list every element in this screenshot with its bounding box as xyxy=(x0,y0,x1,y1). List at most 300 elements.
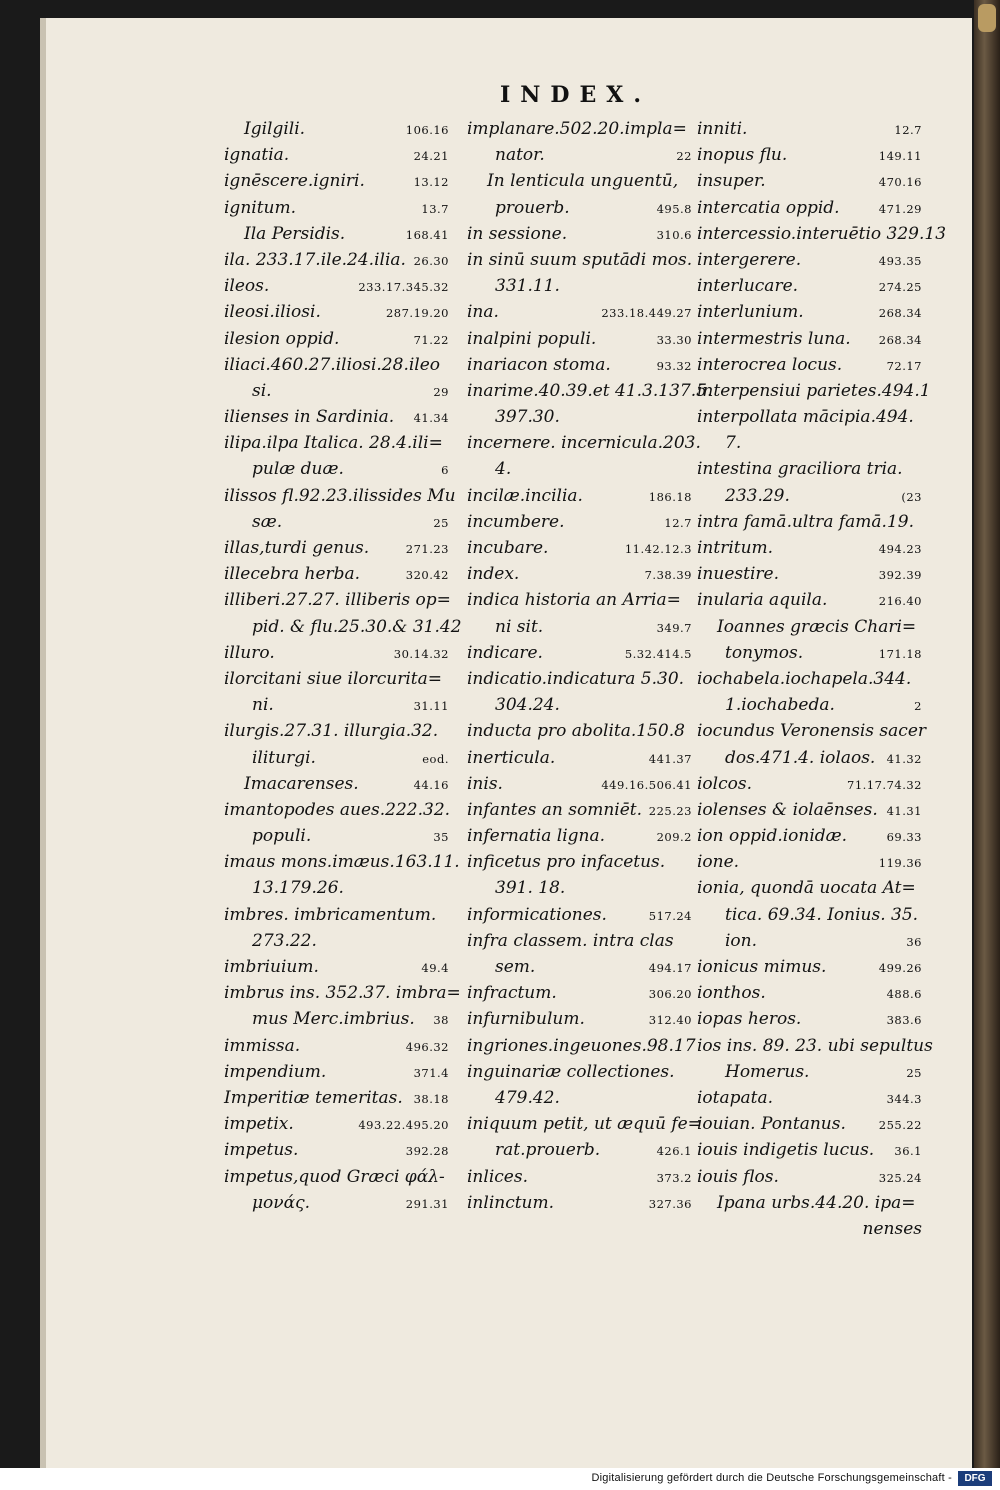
index-entry xyxy=(224,902,449,928)
index-entry xyxy=(224,404,449,430)
entry-term: iochabela.iochapela.344. xyxy=(697,668,912,689)
index-entry xyxy=(697,849,922,875)
index-entry xyxy=(697,1059,922,1085)
entry-term: iouis flos. xyxy=(697,1166,779,1187)
entry-reference: 209.2 xyxy=(656,830,692,845)
index-entry xyxy=(224,378,449,404)
entry-reference: 186.18 xyxy=(648,489,692,504)
entry-reference: 119.36 xyxy=(878,856,922,871)
index-entry xyxy=(224,1164,449,1190)
index-entry xyxy=(467,116,692,142)
entry-reference: 499.26 xyxy=(878,961,922,975)
entry-term: 233.29. xyxy=(725,485,790,506)
index-entry xyxy=(697,718,927,744)
index-entry xyxy=(467,299,692,325)
entry-reference: 149.11 xyxy=(878,149,922,164)
digitization-footer xyxy=(0,1468,1000,1490)
index-entry xyxy=(467,666,692,692)
index-entry xyxy=(224,1137,449,1163)
entry-term: iolenses & iolaēnses. xyxy=(697,799,878,820)
index-entry xyxy=(467,430,701,456)
entry-reference: 36 xyxy=(906,934,922,949)
index-entry xyxy=(467,195,692,221)
index-entry xyxy=(697,954,922,980)
index-entry xyxy=(697,326,922,352)
entry-term: ilurgis.27.31. illurgia.32. xyxy=(224,721,439,742)
entry-term: inarime.40.39.et 41.3.137.5. xyxy=(467,380,713,401)
entry-term: intermestris luna. xyxy=(697,328,851,349)
entry-term: inis. xyxy=(467,773,503,794)
entry-reference: 373.2 xyxy=(656,1170,692,1185)
entry-term: interlucare. xyxy=(697,276,799,297)
entry-term: ignēscere.igniri. xyxy=(224,171,365,192)
index-entry xyxy=(467,954,692,980)
entry-term: inalpini populi. xyxy=(467,328,597,349)
entry-term: ilienses in Sardinia. xyxy=(224,407,395,428)
index-entry xyxy=(224,1006,449,1032)
index-entry xyxy=(224,1190,449,1216)
index-entry xyxy=(467,823,692,849)
entry-term: inlices. xyxy=(467,1166,528,1187)
entry-term: ignitum. xyxy=(224,197,297,218)
entry-term: ion oppid.ionidæ. xyxy=(697,826,848,847)
index-entry xyxy=(224,875,449,901)
entry-term: illuro. xyxy=(224,642,275,663)
scan-left-margin xyxy=(0,0,40,1490)
entry-reference: 306.20 xyxy=(648,987,692,1002)
entry-reference: eod. xyxy=(422,751,449,766)
index-entry xyxy=(467,378,713,404)
entry-term: mus Merc.imbrius. xyxy=(252,1009,415,1030)
index-entry xyxy=(697,404,922,430)
entry-term: 273.22. xyxy=(252,930,317,951)
entry-term: illas,turdi genus. xyxy=(224,538,370,558)
index-entry xyxy=(224,797,449,823)
entry-term: infernatia ligna. xyxy=(467,826,606,847)
entry-reference: 287.19.20 xyxy=(385,306,449,321)
index-entry xyxy=(467,483,692,509)
index-entry xyxy=(467,902,692,928)
entry-term: iniquum petit, ut æquū fe= xyxy=(467,1114,702,1135)
index-entry xyxy=(224,640,449,666)
index-entry xyxy=(467,1033,696,1059)
index-entry xyxy=(697,797,922,823)
entry-reference: 6 xyxy=(441,463,449,478)
entry-term: impendium. xyxy=(224,1061,327,1082)
entry-term: inducta pro abolita.150.8 xyxy=(467,721,685,742)
entry-term: Igilgili. xyxy=(244,119,306,139)
index-entry xyxy=(224,535,449,561)
index-entry xyxy=(224,849,460,875)
entry-reference: 327.36 xyxy=(648,1196,692,1211)
entry-term: incernere. incernicula.203. xyxy=(467,433,701,454)
index-entry xyxy=(697,1164,922,1190)
entry-term: 397.30. xyxy=(495,407,560,428)
index-entry xyxy=(224,352,449,378)
footer-credit: Digitalisierung gefördert durch die Deutsche Forschungsgemeinschaft - xyxy=(591,1472,952,1484)
entry-term: inguinariæ collectiones. xyxy=(467,1061,675,1082)
index-entry xyxy=(467,221,692,247)
entry-reference: 310.6 xyxy=(656,227,692,242)
entry-term: pulæ duæ. xyxy=(252,459,344,480)
index-entry xyxy=(224,326,449,352)
entry-term: impetus. xyxy=(224,1140,299,1161)
index-entry xyxy=(224,1085,449,1111)
entry-term: inularia aquila. xyxy=(697,590,828,611)
index-entry xyxy=(697,299,922,325)
entry-reference: 49.4 xyxy=(421,961,449,975)
index-entry xyxy=(697,378,931,404)
entry-term: sæ. xyxy=(252,511,283,532)
index-entry xyxy=(224,561,449,587)
entry-term: interlunium. xyxy=(697,302,804,323)
entry-term: infantes an somniēt. xyxy=(467,799,643,820)
entry-term: infra classem. intra clas xyxy=(467,930,674,951)
index-entry xyxy=(224,221,449,247)
entry-reference: 268.34 xyxy=(878,332,922,347)
entry-reference: 517.24 xyxy=(648,908,692,923)
entry-reference: 392.39 xyxy=(878,568,922,583)
index-entry xyxy=(467,928,692,954)
entry-term: ionia, quondā uocata At= xyxy=(697,878,916,899)
entry-term: imbrus ins. 352.37. imbra= xyxy=(224,983,461,1004)
entry-term: interpensiui parietes.494.1 xyxy=(697,380,931,401)
entry-term: pid. & flu.25.30.& 31.42 xyxy=(252,616,462,637)
entry-term: immissa. xyxy=(224,1035,301,1056)
entry-term: infurnibulum. xyxy=(467,1009,585,1030)
entry-term: ila. 233.17.ile.24.ilia. xyxy=(224,249,406,270)
index-entry xyxy=(467,561,692,587)
entry-reference: 71.17.74.32 xyxy=(847,777,922,792)
index-entry xyxy=(697,1137,922,1163)
entry-term: intergerere. xyxy=(697,249,802,270)
entry-reference: 449.16.506.41 xyxy=(601,777,692,792)
index-entry xyxy=(467,640,692,666)
entry-reference: 41.32 xyxy=(886,751,922,766)
entry-term: illecebra herba. xyxy=(224,564,361,585)
entry-reference: 233.17.345.32 xyxy=(358,280,449,295)
entry-term: Ipana urbs.44.20. ipa= xyxy=(717,1192,916,1213)
entry-term: Imacarenses. xyxy=(244,773,359,794)
entry-term: implanare.502.20.impla= xyxy=(467,119,687,139)
entry-term: rat.prouerb. xyxy=(495,1140,601,1161)
entry-reference: 494.23 xyxy=(878,542,922,556)
index-entry xyxy=(467,326,692,352)
entry-term: ios ins. 89. 23. ubi sepultus xyxy=(697,1035,933,1056)
entry-reference: 26.30 xyxy=(413,253,449,268)
entry-term: iolcos. xyxy=(697,773,752,794)
index-column-1 xyxy=(224,116,462,1216)
entry-reference: 12.7 xyxy=(894,123,922,137)
index-entry xyxy=(224,928,449,954)
index-entry xyxy=(224,1033,449,1059)
entry-reference: 344.3 xyxy=(886,1091,922,1106)
entry-term: incubare. xyxy=(467,538,549,558)
index-entry xyxy=(697,168,922,194)
entry-term: 7. xyxy=(725,433,742,454)
entry-term: Ioannes græcis Chari= xyxy=(717,616,917,637)
entry-term: ilesion oppid. xyxy=(224,328,340,349)
entry-reference: 168.41 xyxy=(405,227,449,242)
entry-term: intritum. xyxy=(697,538,774,558)
index-entry xyxy=(697,561,922,587)
entry-reference: 493.35 xyxy=(878,253,922,268)
index-entry xyxy=(224,299,449,325)
entry-term: 331.11. xyxy=(495,276,560,297)
entry-reference: 44.16 xyxy=(413,777,449,792)
entry-term: intra famā.ultra famā.19. xyxy=(697,511,914,532)
entry-reference: 31.11 xyxy=(413,699,449,714)
index-entry xyxy=(697,456,922,482)
index-entry xyxy=(224,430,449,456)
index-entry xyxy=(697,1085,922,1111)
entry-term: iotapata. xyxy=(697,1087,774,1108)
entry-reference: 470.16 xyxy=(878,175,922,190)
index-entry xyxy=(697,221,947,247)
entry-reference: 312.40 xyxy=(648,1013,692,1028)
entry-reference: 71.22 xyxy=(413,332,449,347)
index-entry xyxy=(467,456,692,482)
entry-term: ignatia. xyxy=(224,145,290,166)
entry-term: sem. xyxy=(495,957,536,977)
index-entry xyxy=(467,849,692,875)
entry-term: insuper. xyxy=(697,171,766,192)
entry-reference: 38 xyxy=(433,1013,449,1028)
entry-term: imbres. imbricamentum. xyxy=(224,904,437,925)
index-entry xyxy=(467,1059,692,1085)
index-entry xyxy=(224,980,461,1006)
entry-term: inuestire. xyxy=(697,564,779,585)
entry-reference: 41.31 xyxy=(886,803,922,818)
entry-reference: 383.6 xyxy=(886,1013,922,1028)
index-entry xyxy=(697,247,922,273)
entry-term: ni. xyxy=(252,695,274,716)
entry-reference: 29 xyxy=(433,384,449,399)
entry-reference: 106.16 xyxy=(405,123,449,137)
entry-reference: 349.7 xyxy=(656,620,692,635)
index-entry xyxy=(697,902,922,928)
entry-term: ni sit. xyxy=(495,616,544,637)
entry-reference: 255.22 xyxy=(878,1118,922,1133)
index-entry xyxy=(467,352,692,378)
index-entry xyxy=(467,1085,692,1111)
index-entry xyxy=(467,404,692,430)
entry-reference: 7.38.39 xyxy=(644,568,692,583)
entry-reference: 441.37 xyxy=(648,751,692,766)
entry-reference: 69.33 xyxy=(886,830,922,845)
entry-term: informicationes. xyxy=(467,904,607,925)
entry-term: imantopodes aues.222.32. xyxy=(224,799,451,820)
index-entry xyxy=(467,614,692,640)
entry-term: indica historia an Arria= xyxy=(467,590,681,611)
index-entry xyxy=(224,195,449,221)
entry-reference: 22 xyxy=(676,149,692,164)
index-entry xyxy=(697,1006,922,1032)
entry-term: 304.24. xyxy=(495,695,560,716)
index-entry xyxy=(697,1190,922,1216)
index-entry xyxy=(697,692,922,718)
index-entry xyxy=(467,1137,692,1163)
index-entry xyxy=(224,1111,449,1137)
index-entry xyxy=(697,1033,933,1059)
entry-term: inniti. xyxy=(697,119,748,139)
entry-reference: 471.29 xyxy=(878,201,922,216)
entry-term: Homerus. xyxy=(725,1061,810,1082)
index-entry xyxy=(697,640,922,666)
index-entry xyxy=(697,587,922,613)
entry-term: ionthos. xyxy=(697,983,766,1004)
index-entry xyxy=(467,535,692,561)
index-entry xyxy=(224,587,449,613)
entry-term: incumbere. xyxy=(467,511,565,532)
entry-term: illiberi.27.27. illiberis op= xyxy=(224,590,451,611)
index-entry xyxy=(697,928,922,954)
entry-term: In lenticula unguentū, xyxy=(487,171,679,192)
entry-reference: 38.18 xyxy=(413,1091,449,1106)
entry-term: ion. xyxy=(725,930,758,951)
index-entry xyxy=(467,509,692,535)
entry-term: ileos. xyxy=(224,276,270,297)
index-entry xyxy=(224,614,462,640)
entry-reference: 33.30 xyxy=(656,332,692,347)
entry-reference: 274.25 xyxy=(878,280,922,295)
index-entry xyxy=(467,745,692,771)
index-entry xyxy=(697,1111,922,1137)
index-entry xyxy=(697,116,922,142)
index-entry xyxy=(224,456,449,482)
index-entry xyxy=(224,483,456,509)
index-entry xyxy=(697,823,922,849)
entry-term: 479.42. xyxy=(495,1087,560,1108)
index-entry xyxy=(697,745,922,771)
entry-reference: 2 xyxy=(914,699,922,714)
entry-term: Imperitiæ temeritas. xyxy=(224,1087,403,1108)
entry-term: inopus flu. xyxy=(697,145,788,166)
index-entry xyxy=(697,875,922,901)
entry-reference: 35 xyxy=(433,830,449,845)
entry-reference: 271.23 xyxy=(405,542,449,556)
entry-term: 4. xyxy=(495,459,512,480)
entry-reference: 30.14.32 xyxy=(393,646,449,661)
index-entry xyxy=(467,587,692,613)
entry-term: ilipa.ilpa Italica. 28.4.ili= xyxy=(224,433,443,454)
index-column-2 xyxy=(467,116,713,1216)
index-entry xyxy=(224,745,449,771)
index-entry xyxy=(467,273,692,299)
entry-term: interocrea locus. xyxy=(697,354,843,375)
index-entry xyxy=(224,954,449,980)
entry-reference: 291.31 xyxy=(405,1196,449,1211)
entry-reference: 392.28 xyxy=(405,1144,449,1159)
entry-term: ilorcitani siue ilorcurita= xyxy=(224,668,443,689)
entry-term: dos.471.4. iolaos. xyxy=(725,747,876,768)
entry-term: intestina graciliora tria. xyxy=(697,459,903,480)
entry-reference: 495.8 xyxy=(656,201,692,216)
entry-reference: 216.40 xyxy=(878,594,922,609)
entry-term: indicare. xyxy=(467,642,543,663)
index-entry xyxy=(224,718,449,744)
entry-term: ilissos fl.92.23.ilissides Mu xyxy=(224,485,456,506)
entry-term: ingriones.ingeuones.98.17 xyxy=(467,1035,696,1056)
entry-term: nator. xyxy=(495,145,545,166)
index-entry xyxy=(467,797,692,823)
entry-reference: 36.1 xyxy=(894,1144,922,1159)
entry-term: imaus mons.imæus.163.11. xyxy=(224,852,460,873)
entry-reference: 25 xyxy=(433,515,449,530)
entry-reference: 496.32 xyxy=(405,1039,449,1054)
entry-reference: 72.17 xyxy=(886,358,922,373)
entry-reference: 13.7 xyxy=(421,201,449,216)
index-entry xyxy=(467,980,692,1006)
entry-term: imbriuium. xyxy=(224,957,319,977)
entry-term: nenses xyxy=(862,1218,922,1239)
entry-term: iocundus Veronensis sacer xyxy=(697,721,927,742)
index-entry xyxy=(697,980,922,1006)
index-entry xyxy=(224,142,449,168)
index-entry xyxy=(697,430,922,456)
index-entry xyxy=(224,247,449,273)
entry-reference: 12.7 xyxy=(664,515,692,530)
index-entry xyxy=(224,692,449,718)
entry-reference: 233.18.449.27 xyxy=(601,306,692,321)
index-entry xyxy=(467,1006,692,1032)
entry-term: tonymos. xyxy=(725,642,804,663)
index-entry xyxy=(697,771,922,797)
entry-reference: 493.22.495.20 xyxy=(358,1118,449,1133)
entry-term: interpollata mācipia.494. xyxy=(697,407,914,428)
index-entry xyxy=(697,666,922,692)
entry-term: μονάς. xyxy=(252,1192,311,1213)
index-entry xyxy=(697,614,922,640)
entry-term: in sinū suum sputādi mos. xyxy=(467,249,693,270)
index-entry xyxy=(697,1216,922,1242)
entry-term: intercessio.interuētio 329.13 xyxy=(697,223,947,244)
index-entry xyxy=(224,509,449,535)
entry-term: iouis indigetis lucus. xyxy=(697,1140,875,1161)
entry-reference: 488.6 xyxy=(886,987,922,1002)
entry-term: inficetus pro infacetus. xyxy=(467,852,666,873)
entry-term: impetix. xyxy=(224,1114,294,1135)
index-entry xyxy=(697,273,922,299)
index-entry xyxy=(467,692,692,718)
entry-term: iouian. Pontanus. xyxy=(697,1114,846,1135)
entry-reference: 225.23 xyxy=(648,803,692,818)
entry-term: iopas heros. xyxy=(697,1009,802,1030)
entry-term: infractum. xyxy=(467,983,557,1004)
entry-reference: 494.17 xyxy=(648,961,692,975)
entry-term: iliturgi. xyxy=(252,747,316,768)
entry-term: inlinctum. xyxy=(467,1192,555,1213)
entry-reference: 93.32 xyxy=(656,358,692,373)
entry-reference: 426.1 xyxy=(656,1144,692,1159)
index-entry xyxy=(224,116,449,142)
entry-reference: 325.24 xyxy=(878,1170,922,1185)
entry-term: iliaci.460.27.iliosi.28.ileo xyxy=(224,354,441,375)
entry-term: impetus,quod Græci φάλ- xyxy=(224,1166,445,1187)
index-entry xyxy=(467,718,692,744)
entry-term: in sessione. xyxy=(467,223,568,244)
entry-term: ileosi.iliosi. xyxy=(224,302,321,323)
entry-term: index. xyxy=(467,564,520,585)
index-entry xyxy=(224,771,449,797)
entry-reference: 24.21 xyxy=(413,149,449,164)
entry-term: ione. xyxy=(697,852,740,873)
entry-term: ina. xyxy=(467,302,499,323)
entry-reference: (23 xyxy=(901,489,922,504)
entry-reference: 171.18 xyxy=(878,646,922,661)
dfg-logo: DFG xyxy=(958,1471,992,1486)
entry-reference: 371.4 xyxy=(413,1065,449,1080)
